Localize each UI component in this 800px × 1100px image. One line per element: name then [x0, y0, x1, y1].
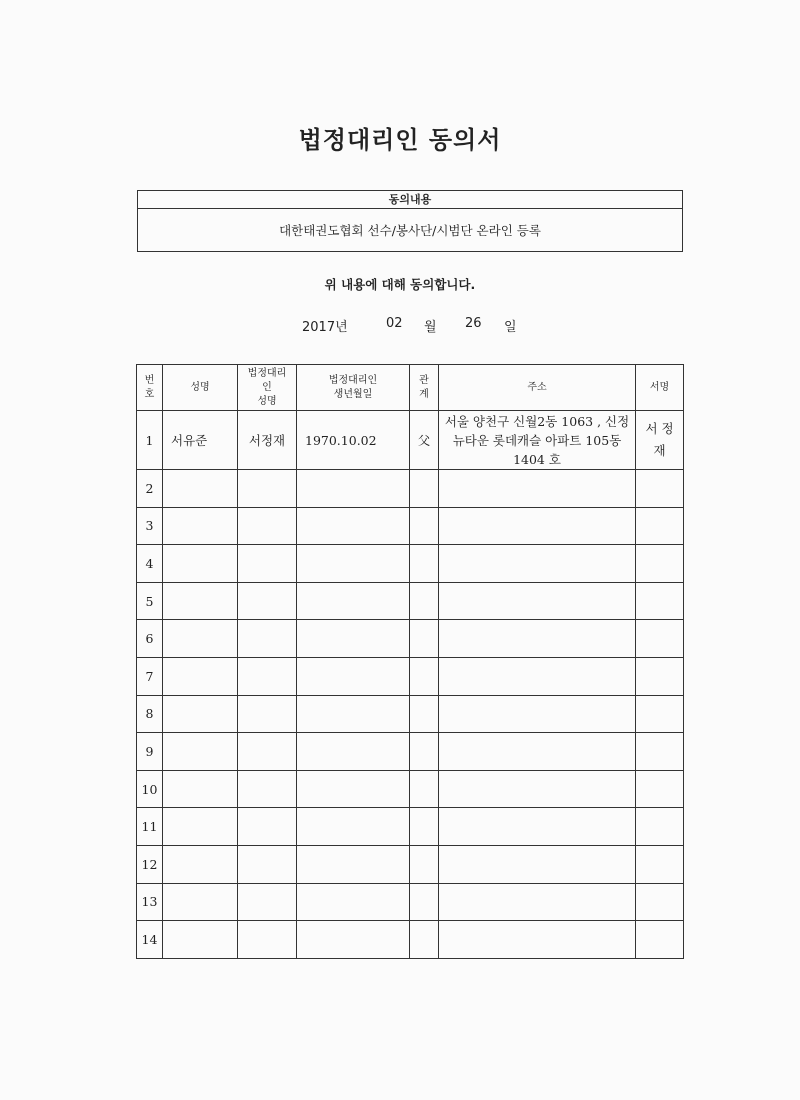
- cell-no: 6: [137, 620, 163, 658]
- cell-guardian-birth: [297, 470, 410, 508]
- header-name: 성명: [163, 365, 238, 411]
- cell-guardian-name: [238, 657, 297, 695]
- cell-name: [163, 845, 238, 883]
- cell-name: [163, 657, 238, 695]
- cell-signature: 서 정 재: [636, 411, 684, 470]
- header-signature: 서명: [636, 365, 684, 411]
- cell-address: [439, 470, 636, 508]
- cell-signature: [636, 733, 684, 771]
- cell-no: 8: [137, 695, 163, 733]
- cell-name: [163, 921, 238, 959]
- document-title: 법정대리인 동의서: [298, 126, 502, 154]
- cell-guardian-birth: [297, 921, 410, 959]
- cell-no: 11: [137, 808, 163, 846]
- consent-header: 동의내용: [138, 191, 682, 209]
- cell-guardian-birth: [297, 808, 410, 846]
- cell-guardian-name: [238, 770, 297, 808]
- cell-signature: [636, 921, 684, 959]
- table-row: [137, 620, 684, 658]
- cell-name: [163, 733, 238, 771]
- cell-address: [439, 845, 636, 883]
- cell-address: [439, 770, 636, 808]
- cell-name: [163, 808, 238, 846]
- table-row: [137, 657, 684, 695]
- cell-relation: 父: [410, 411, 439, 470]
- header-no: 번 호: [137, 365, 163, 411]
- cell-relation: [410, 921, 439, 959]
- date-day: 26: [465, 316, 482, 331]
- cell-no: 14: [137, 921, 163, 959]
- table-row: [137, 883, 684, 921]
- agreement-statement: 위 내용에 대해 동의합니다.: [324, 277, 476, 292]
- cell-guardian-birth: 1970.10.02: [297, 411, 410, 470]
- table-row: [137, 545, 684, 583]
- cell-guardian-name: [238, 845, 297, 883]
- cell-signature: [636, 845, 684, 883]
- table-row: [137, 808, 684, 846]
- cell-address: [439, 883, 636, 921]
- header-relation: 관 계: [410, 365, 439, 411]
- cell-signature: [636, 582, 684, 620]
- header-guardian-birth: 법정대리인 생년월일: [297, 365, 410, 411]
- cell-guardian-birth: [297, 845, 410, 883]
- cell-no: 9: [137, 733, 163, 771]
- cell-signature: [636, 770, 684, 808]
- cell-relation: [410, 770, 439, 808]
- guardian-table: [136, 364, 684, 959]
- cell-guardian-birth: [297, 545, 410, 583]
- cell-signature: [636, 507, 684, 545]
- cell-guardian-name: [238, 883, 297, 921]
- cell-no: 10: [137, 770, 163, 808]
- cell-guardian-name: [238, 733, 297, 771]
- header-address: 주소: [439, 365, 636, 411]
- cell-guardian-name: [238, 582, 297, 620]
- cell-name: [163, 770, 238, 808]
- cell-relation: [410, 845, 439, 883]
- cell-relation: [410, 695, 439, 733]
- cell-no: 4: [137, 545, 163, 583]
- cell-signature: [636, 695, 684, 733]
- cell-guardian-name: [238, 545, 297, 583]
- cell-guardian-name: [238, 808, 297, 846]
- cell-guardian-name: [238, 695, 297, 733]
- cell-signature: [636, 470, 684, 508]
- cell-guardian-birth: [297, 770, 410, 808]
- cell-guardian-birth: [297, 883, 410, 921]
- cell-no: 1: [137, 411, 163, 470]
- cell-name: [163, 582, 238, 620]
- cell-no: 5: [137, 582, 163, 620]
- cell-address: [439, 733, 636, 771]
- cell-relation: [410, 657, 439, 695]
- date-month-unit: 월: [424, 320, 437, 335]
- cell-address: [439, 921, 636, 959]
- table-row: [137, 733, 684, 771]
- cell-signature: [636, 545, 684, 583]
- cell-signature: [636, 657, 684, 695]
- date-year: 2017년: [302, 320, 348, 335]
- table-row: [137, 770, 684, 808]
- cell-no: 7: [137, 657, 163, 695]
- cell-guardian-birth: [297, 507, 410, 545]
- cell-address: [439, 808, 636, 846]
- cell-relation: [410, 883, 439, 921]
- table-row: [137, 507, 684, 545]
- cell-address: 서울 양천구 신월2동 1063 , 신정뉴타운 롯데캐슬 아파트 105동 1404 호: [439, 411, 636, 470]
- cell-guardian-name: 서정재: [238, 411, 297, 470]
- table-row: [137, 470, 684, 508]
- consent-box: [137, 190, 683, 252]
- cell-no: 13: [137, 883, 163, 921]
- cell-relation: [410, 808, 439, 846]
- consent-text: 대한태권도협회 선수/봉사단/시범단 온라인 등록: [279, 223, 541, 238]
- cell-name: [163, 695, 238, 733]
- cell-relation: [410, 582, 439, 620]
- cell-signature: [636, 620, 684, 658]
- cell-no: 12: [137, 845, 163, 883]
- cell-guardian-birth: [297, 695, 410, 733]
- cell-relation: [410, 470, 439, 508]
- cell-address: [439, 507, 636, 545]
- cell-no: 2: [137, 470, 163, 508]
- cell-name: 서유준: [163, 411, 238, 470]
- table-row: [137, 921, 684, 959]
- cell-guardian-birth: [297, 582, 410, 620]
- cell-guardian-birth: [297, 620, 410, 658]
- cell-address: [439, 657, 636, 695]
- cell-relation: [410, 733, 439, 771]
- table-row: [137, 695, 684, 733]
- table-row: [137, 411, 684, 470]
- cell-guardian-name: [238, 921, 297, 959]
- cell-guardian-birth: [297, 733, 410, 771]
- cell-guardian-name: [238, 620, 297, 658]
- table-header-row: [137, 365, 684, 411]
- cell-relation: [410, 620, 439, 658]
- cell-address: [439, 545, 636, 583]
- cell-guardian-name: [238, 470, 297, 508]
- cell-address: [439, 620, 636, 658]
- cell-address: [439, 695, 636, 733]
- cell-relation: [410, 507, 439, 545]
- cell-no: 3: [137, 507, 163, 545]
- cell-name: [163, 883, 238, 921]
- header-guardian-name: 법정대리 인 성명: [238, 365, 297, 411]
- cell-name: [163, 545, 238, 583]
- cell-relation: [410, 545, 439, 583]
- table-row: [137, 582, 684, 620]
- table-row: [137, 845, 684, 883]
- date-month: 02: [386, 316, 403, 331]
- cell-guardian-name: [238, 507, 297, 545]
- date-day-unit: 일: [504, 320, 517, 335]
- cell-guardian-birth: [297, 657, 410, 695]
- cell-signature: [636, 808, 684, 846]
- cell-name: [163, 470, 238, 508]
- cell-signature: [636, 883, 684, 921]
- cell-name: [163, 620, 238, 658]
- cell-name: [163, 507, 238, 545]
- cell-address: [439, 582, 636, 620]
